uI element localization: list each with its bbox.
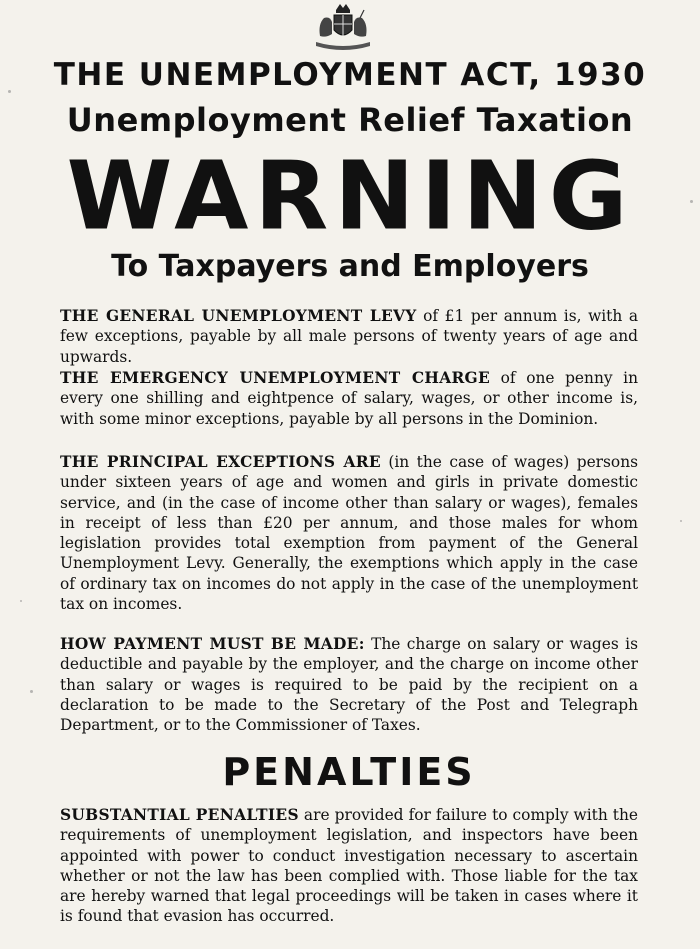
penalties-heading: PENALTIES — [222, 750, 476, 794]
act-title: THE UNEMPLOYMENT ACT, 1930 — [53, 57, 647, 93]
audience-heading: To Taxpayers and Employers — [111, 249, 589, 284]
section-emergency-charge — [60, 368, 638, 429]
section-lead: THE EMERGENCY UNEMPLOYMENT CHARGE — [60, 369, 491, 387]
section-lead: THE GENERAL UNEMPLOYMENT LEVY — [60, 307, 417, 325]
section-lead: THE PRINCIPAL EXCEPTIONS ARE — [60, 453, 381, 471]
section-text: are provided for failure to comply with the requirements of unemployment legislation, and inspectors have been appointed with power to conduct investigation necessary to ascertain whether or not the law has been complied with. Those liable for the tax are hereby warned that legal proceedings will be taken in cases where it is found that evasion has occurred. — [60, 806, 638, 926]
section-general-levy — [60, 306, 638, 367]
section-lead: HOW PAYMENT MUST BE MADE: — [60, 635, 365, 653]
print-speck — [8, 90, 11, 93]
section-lead: SUBSTANTIAL PENALTIES — [60, 806, 299, 824]
print-speck — [690, 200, 693, 203]
section-penalties — [60, 805, 638, 927]
section-text: of £1 per annum is, with a few exceptions, payable by all male persons of twenty years of age and upwards. — [60, 307, 639, 366]
print-speck — [30, 690, 33, 693]
print-speck — [680, 520, 682, 522]
section-text: The charge on salary or wages is deductible and payable by the employer, and the charge on income other than salary or wages is required to be paid by the recipient on a declaration to be made to the Secretary of the Post and Telegraph Department, or to the Commissioner of Taxes. — [60, 635, 638, 735]
section-text: (in the case of wages) persons under sixteen years of age and women and girls in private domestic service, and (in the case of income other than salary or wages), females in receipt of less than £20 per annum, and those males for whom legislation provides total exemption from payment of the General Unemployment Levy. Generally, the exemptions which apply in the case of ordinary tax on incomes do not apply in the case of the unemployment tax on incomes. — [60, 453, 639, 614]
royal-coat-of-arms-icon — [300, 2, 386, 52]
print-speck — [20, 600, 22, 602]
section-text: of one penny in every one shilling and eightpence of salary, wages, or other income is, with some minor exceptions, payable by all persons in the Dominion. — [60, 369, 638, 428]
warning-heading: WARNING — [66, 141, 634, 251]
section-how-payment — [60, 634, 638, 735]
subtitle: Unemployment Relief Taxation — [66, 101, 634, 139]
section-principal-exceptions — [60, 452, 638, 614]
